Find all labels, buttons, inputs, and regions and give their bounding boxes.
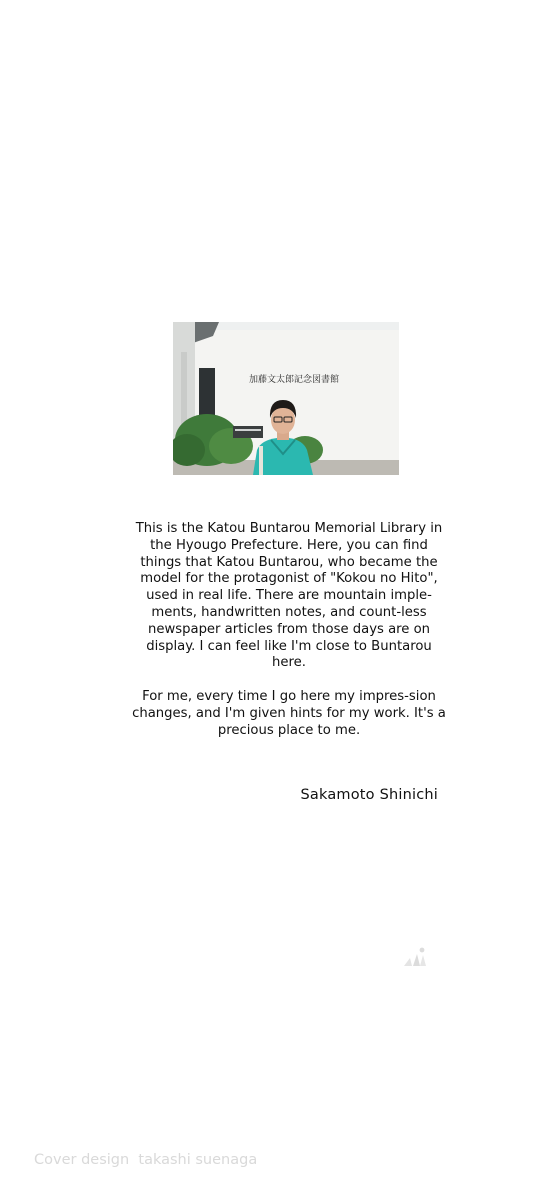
publisher-logo-icon — [402, 946, 428, 968]
paragraph-library-description: This is the Katou Buntarou Memorial Library in the Hyougo Prefecture. Here, you can find things that Katou Buntarou, who became the model for the protagonist of "Kokou no Hito", used in real life. There are mountain imple-ments, handwritten notes, and count-less newspaper articles from those days are on display. I can feel like I'm close to Buntarou here. — [135, 521, 443, 671]
body-text — [128, 521, 450, 739]
library-photo — [173, 322, 399, 475]
building-sign: 加藤文太郎記念図書館 — [249, 375, 340, 385]
library-photo-illustration — [173, 322, 399, 475]
building-window — [199, 368, 215, 416]
author-signature: Sakamoto Shinichi — [300, 787, 438, 803]
cover-design-credit: Cover design takashi suenaga — [34, 1152, 258, 1168]
paragraph-personal-note: For me, every time I go here my impres-sion changes, and I'm given hints for my work. It's a precious place to me. — [132, 688, 446, 738]
